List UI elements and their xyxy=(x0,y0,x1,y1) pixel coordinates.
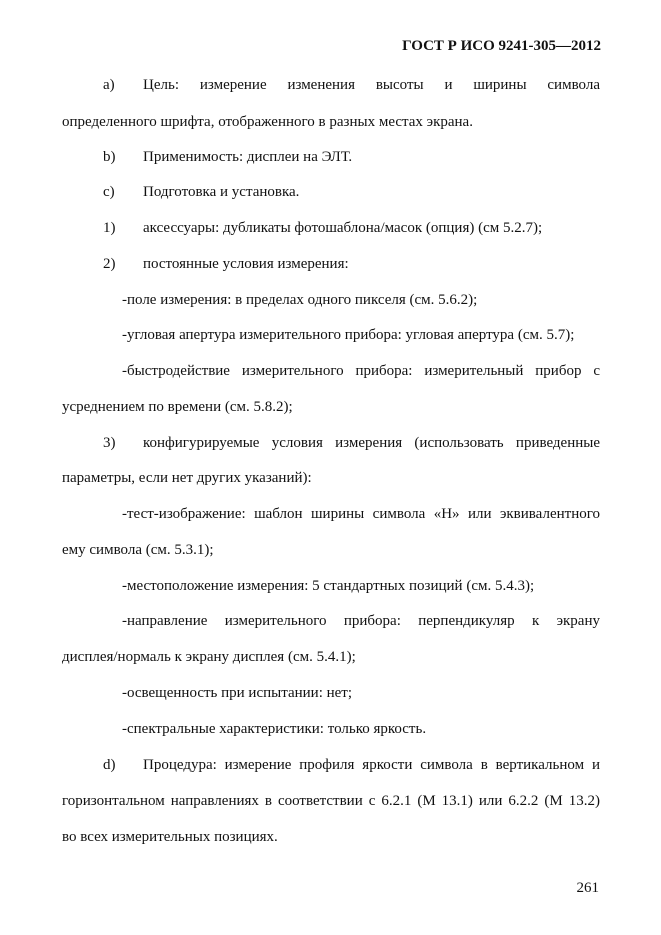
item-c3-test-line2: ему символа (см. 5.3.1); xyxy=(62,542,214,558)
item-c3-dir-line2: дисплея/нормаль к экрану дисплея (см. 5.4.1); xyxy=(62,649,356,665)
item-c3-illum: -освещенность при испытании: нет; xyxy=(122,685,353,701)
item-c2-marker: 2) xyxy=(103,256,116,272)
item-c2-field: -поле измерения: в пределах одного пикселя (см. 5.6.2); xyxy=(122,292,478,308)
item-c-text: Подготовка и установка. xyxy=(143,184,300,200)
item-c3-dir-line1: -направление измерительного прибора: перпендикуляр к экрану xyxy=(122,613,600,629)
item-d-marker: d) xyxy=(103,757,116,773)
item-c-marker: c) xyxy=(103,184,115,200)
item-b-text: Применимость: дисплеи на ЭЛТ. xyxy=(143,149,353,165)
item-b-marker: b) xyxy=(103,149,116,165)
item-a-line1: Цель: измерение изменения высоты и ширины символа xyxy=(143,77,600,93)
item-c3-line2: параметры, если нет других указаний): xyxy=(62,470,312,486)
item-c3-location: -местоположение измерения: 5 стандартных позиций (см. 5.4.3); xyxy=(122,578,535,594)
item-d-line3: во всех измерительных позициях. xyxy=(62,829,278,845)
item-c2-aperture: -угловая апертура измерительного прибора: угловая апертура (см. 5.7); xyxy=(122,327,575,343)
item-a-marker: a) xyxy=(103,77,115,93)
item-a-line2: определенного шрифта, отображенного в разных местах экрана. xyxy=(62,114,473,130)
page-number: 261 xyxy=(576,880,599,896)
item-d-line1: Процедура: измерение профиля яркости символа в вертикальном и xyxy=(143,757,600,773)
item-c2-text: постоянные условия измерения: xyxy=(143,256,349,272)
item-c3-spectral: -спектральные характеристики: только яркость. xyxy=(122,721,427,737)
item-c1-text: аксессуары: дубликаты фотошаблона/масок (опция) (см 5.2.7); xyxy=(143,220,543,236)
item-c2-speed-line2: усреднением по времени (см. 5.8.2); xyxy=(62,399,293,415)
standard-header: ГОСТ Р ИСО 9241-305—2012 xyxy=(402,38,601,54)
item-c2-speed-line1: -быстродействие измерительного прибора: измерительный прибор с xyxy=(122,363,600,379)
item-c3-test-line1: -тест-изображение: шаблон ширины символа «Н» или эквивалентного xyxy=(122,506,600,522)
item-c3-marker: 3) xyxy=(103,435,116,451)
item-c1-marker: 1) xyxy=(103,220,116,236)
item-d-line2: горизонтальном направлениях в соответствии с 6.2.1 (М 13.1) или 6.2.2 (М 13.2) xyxy=(62,793,600,809)
item-c3-line1: конфигурируемые условия измерения (использовать приведенные xyxy=(143,435,600,451)
